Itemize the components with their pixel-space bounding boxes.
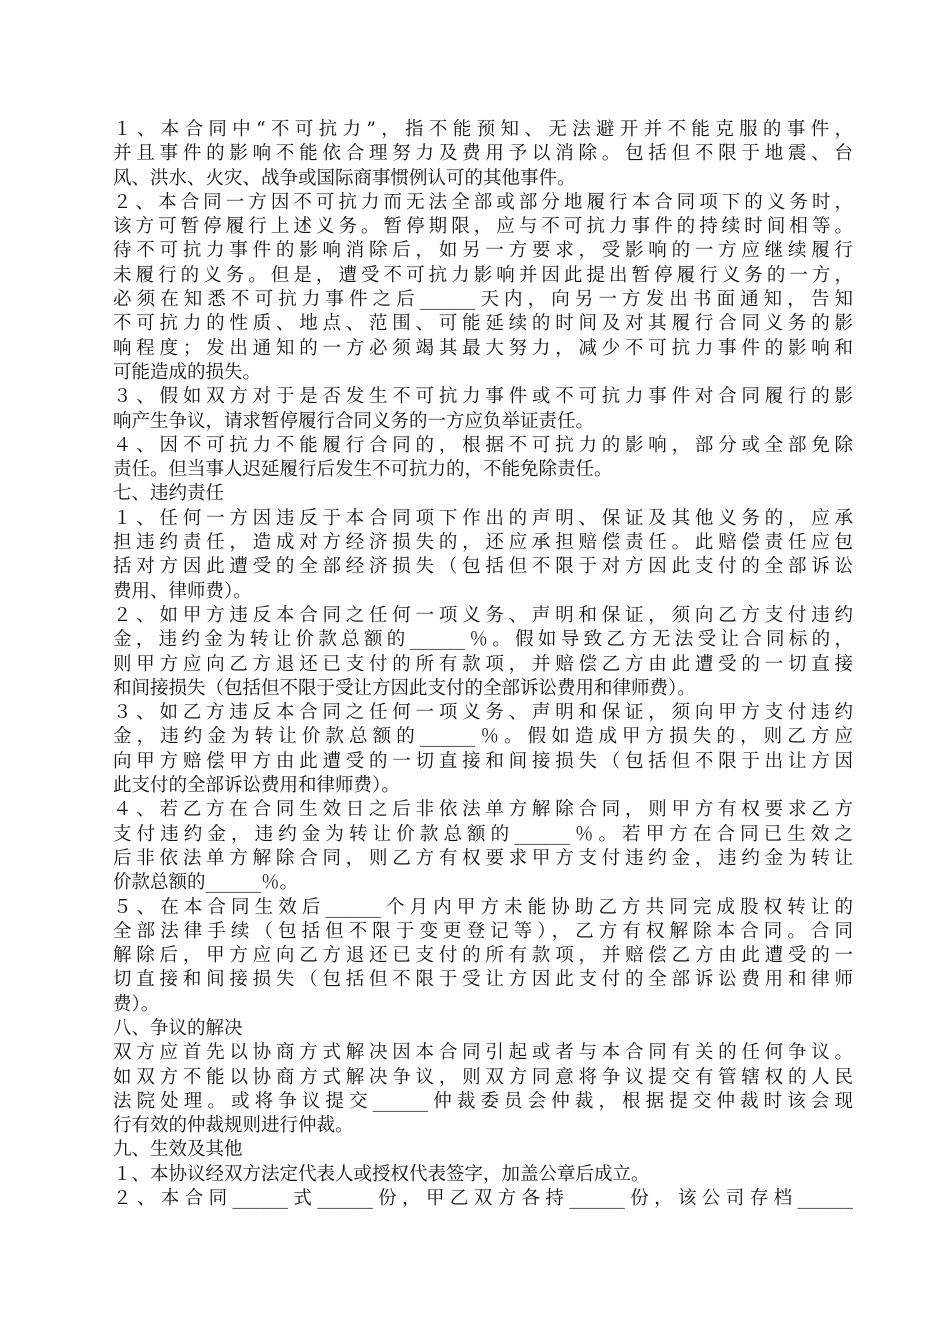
text-line: 切直接和间接损失（包括但不限于受让方因此支付的全部诉讼费用和律师	[113, 969, 853, 991]
text-line: 支付违约金，违约金为转让价款总额的______％。若甲方在合同已生效之	[113, 823, 853, 845]
text-line: ４、若乙方在合同生效日之后非依法单方解除合同，则甲方有权要求乙方	[113, 799, 853, 821]
text-line: ２、如甲方违反本合同之任何一项义务、声明和保证，须向乙方支付违约	[113, 604, 853, 626]
text-line: 费用、律师费）。	[113, 580, 252, 602]
text-line: 并且事件的影响不能依合理努力及费用予以消除。包括但不限于地震、台	[113, 143, 853, 165]
text-line: ５、在本合同生效后______个月内甲方未能协助乙方共同完成股权转让的	[113, 896, 853, 918]
document-page	[113, 118, 853, 1211]
text-line: １、本合同中“不可抗力”，指不能预知、无法避开并不能克服的事件，	[113, 119, 853, 140]
text-line: 风、洪水、火灾、战争或国际商事惯例认可的其他事件。	[113, 167, 576, 189]
text-line: ３、如乙方违反本合同之任何一项义务、声明和保证，须向甲方支付违约	[113, 702, 853, 724]
text-line: ３、假如双方对于是否发生不可抗力事件或不可抗力事件对合同履行的影	[113, 386, 853, 408]
text-line: 可能造成的损失。	[113, 361, 262, 383]
text-line: 九、生效及其他	[113, 1139, 243, 1161]
text-line: １、本协议经双方法定代表人或授权代表签字，加盖公章后成立。	[113, 1163, 650, 1185]
text-line: 如双方不能以协商方式解决争议，则双方同意将争议提交有管辖权的人民	[113, 1066, 853, 1088]
text-line: 和间接损失（包括但不限于受让方因此支付的全部诉讼费用和律师费）。	[113, 677, 696, 699]
document-body	[113, 118, 853, 1211]
text-line: 七、违约责任	[113, 483, 225, 505]
text-line: ４、因不可抗力不能履行合同的，根据不可抗力的影响，部分或全部免除	[113, 434, 853, 456]
text-line: 行有效的仲裁规则进行仲裁。	[113, 1115, 354, 1137]
text-line: 待不可抗力事件的影响消除后，如另一方要求，受影响的一方应继续履行	[113, 240, 853, 262]
text-line: 括对方因此遭受的全部经济损失（包括但不限于对方因此支付的全部诉讼	[113, 556, 853, 578]
text-line: 责任。但当事人迟延履行后发生不可抗力的，不能免除责任。	[113, 459, 613, 481]
text-line: 向甲方赔偿甲方由此遭受的一切直接和间接损失（包括但不限于出让方因	[113, 750, 853, 772]
text-line: 价款总额的______％。	[113, 872, 299, 894]
text-line: 金，违约金为转让价款总额的______％。假如导致乙方无法受让合同标的，	[113, 629, 853, 651]
text-line: 八、争议的解决	[113, 1017, 243, 1039]
text-line: 金，违约金为转让价款总额的______％。假如造成甲方损失的，则乙方应	[113, 726, 853, 748]
text-line: 费）。	[113, 993, 160, 1015]
text-line: 解除后，甲方应向乙方退还已支付的所有款项，并赔偿乙方由此遭受的一	[113, 945, 853, 967]
text-line: 双方应首先以协商方式解决因本合同引起或者与本合同有关的任何争议。	[113, 1042, 853, 1064]
text-line: １、任何一方因违反于本合同项下作出的声明、保证及其他义务的，应承	[113, 507, 853, 529]
text-line: 后非依法单方解除合同，则乙方有权要求甲方支付违约金，违约金为转让	[113, 847, 853, 869]
text-line: 此支付的全部诉讼费用和律师费）。	[113, 775, 400, 797]
text-line: 响程度；发出通知的一方必须竭其最大努力，减少不可抗力事件的影响和	[113, 337, 853, 359]
text-line: ２、本合同______式______份，甲乙双方各持______份，该公司存档______	[113, 1188, 853, 1210]
text-line: 响产生争议，请求暂停履行合同义务的一方应负举证责任。	[113, 410, 595, 432]
text-line: 担违约责任，造成对方经济损失的，还应承担赔偿责任。此赔偿责任应包	[113, 532, 853, 554]
text-line: 法院处理。或将争议提交______仲裁委员会仲裁，根据提交仲裁时该会现	[113, 1090, 853, 1112]
text-line: 该方可暂停履行上述义务。暂停期限，应与不可抗力事件的持续时间相等。	[113, 216, 853, 238]
text-line: 不可抗力的性质、地点、范围、可能延续的时间及对其履行合同义务的影	[113, 313, 853, 335]
text-line: 必须在知悉不可抗力事件之后______天内，向另一方发出书面通知，告知	[113, 289, 853, 311]
text-line: 全部法律手续（包括但不限于变更登记等），乙方有权解除本合同。合同	[113, 920, 853, 942]
text-line: 未履行的义务。但是，遭受不可抗力影响并因此提出暂停履行义务的一方，	[113, 264, 853, 286]
text-line: 则甲方应向乙方退还已支付的所有款项，并赔偿乙方由此遭受的一切直接	[113, 653, 853, 675]
text-line: ２、本合同一方因不可抗力而无法全部或部分地履行本合同项下的义务时，	[113, 191, 853, 213]
